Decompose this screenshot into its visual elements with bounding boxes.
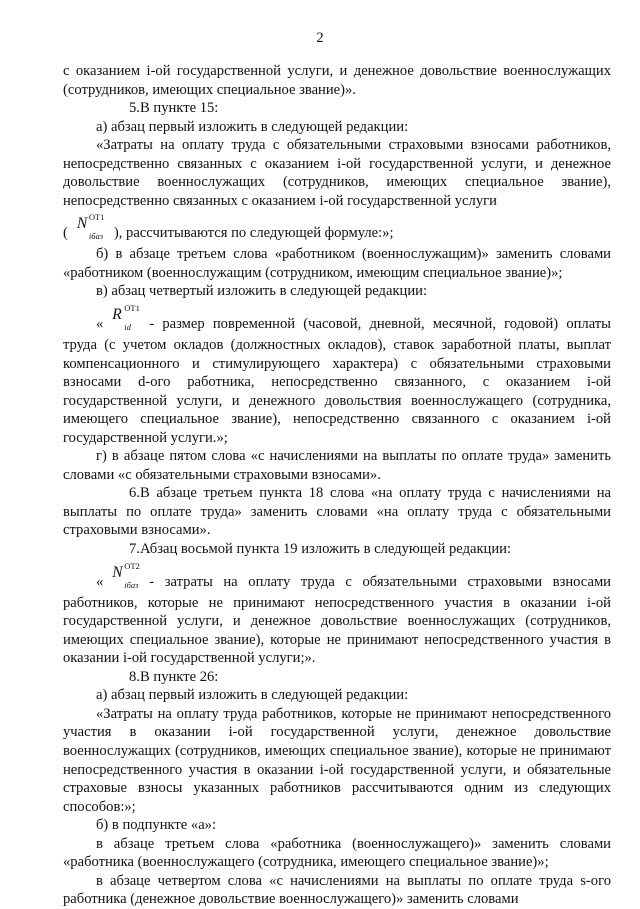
- formula-subscript: iбаз: [124, 579, 139, 590]
- subitem-5a: а) абзац первый изложить в следующей редакции:: [96, 118, 409, 135]
- definition-text: - затраты на оплату труда с обязательными страховыми взносами работников, которые не принимают непосредственного участия в оказании i-ой государственной услуги, и денежное довольствие военнослужащих (сотрудников, имеющих специальное звание), которые не принимают непосредственного участия в оказании i-ой государственной услуги;».: [63, 573, 611, 667]
- subitem-5c: в) абзац четвертый изложить в следующей редакции:: [96, 283, 428, 300]
- formula-n-ot1: [68, 212, 114, 245]
- formula-subscript: id: [124, 322, 131, 333]
- subitem-8b: б) в подпункте «а»:: [96, 817, 217, 834]
- item-heading: В пункте 15:: [140, 100, 219, 117]
- formula-superscript: ОТ1: [88, 212, 105, 223]
- item-6: [63, 484, 611, 540]
- open-paren: (: [63, 225, 68, 242]
- formula-tail: ), рассчитываются по следующей формуле:»;: [113, 225, 394, 242]
- quote-5a: «Затраты на оплату труда с обязательными страховыми взносами работников, непосредственно связанных с оказанием i-ой государственной услуги, и денежное довольствие военнослужащих (сотрудников, имеющих специальное звание), непосредственно связанных с оказанием i-ой государственной услуги: [63, 137, 611, 209]
- formula-r-ot1: [103, 303, 149, 336]
- open-quote: «: [96, 316, 104, 333]
- item-8: [63, 668, 611, 687]
- item-text: В абзаце третьем пункта 18 слова «на оплату труда с начислениями на выплаты по оплате труда» заменить словами «на оплату труда с обязательными страховыми взносами».: [63, 485, 611, 539]
- item-heading: В пункте 26:: [140, 668, 219, 685]
- subitem-8b-2: в абзаце четвертом слова «с начислениями на выплаты по оплате труда s-ого работника (денежное довольствие военнослужащего)» заменить словами: [63, 872, 611, 908]
- formula-subscript: iбаз: [88, 231, 104, 242]
- subitem-8a: а) абзац первый изложить в следующей редакции:: [96, 687, 409, 704]
- item-text: Абзац восьмой пункта 19 изложить в следующей редакции:: [140, 541, 512, 558]
- definition-7: [63, 560, 611, 668]
- formula-symbol: R: [112, 306, 122, 324]
- item-7: [63, 540, 611, 559]
- formula-superscript: ОТ1: [124, 303, 140, 314]
- formula-n-ot2: [103, 560, 149, 594]
- formula-superscript: ОТ2: [124, 560, 140, 571]
- item-number: 8.: [129, 668, 140, 685]
- formula-line-5a: [63, 212, 611, 245]
- formula-symbol: N: [76, 215, 88, 233]
- paragraph-continuation: с оказанием i-ой государственной услуги, и денежное довольствие военнослужащих (сотрудников, имеющих специальное звание)».: [63, 63, 611, 98]
- quote-8a: «Затраты на оплату труда работников, которые не принимают непосредственного участия в оказании i-ой государственной услуги, денежное довольствие военнослужащих (сотрудников, имеющих специальное звание), которые не принимают непосредственного участия в оказании i-ой государственной услуги, и обязательные страховые взносы указанных работников рассчитываются одним из следующих способов:»;: [63, 705, 611, 815]
- definition-5c: [63, 303, 611, 447]
- item-number: 7.: [129, 541, 140, 558]
- item-number: 6.: [129, 485, 140, 502]
- item-5: [63, 99, 611, 118]
- subitem-5b: б) в абзаце третьем слова «работником (военнослужащим)» заменить словами «работником (военнослужащим (сотрудником, имеющим специальное звание)»;: [63, 246, 611, 281]
- subitem-5d: г) в абзаце пятом слова «с начислениями на выплаты по оплате труда» заменить словами «с обязательными страховыми взносами».: [63, 448, 611, 483]
- page-number: 2: [316, 30, 324, 46]
- document-body: [63, 62, 611, 909]
- item-number: 5.: [129, 100, 140, 117]
- open-quote: «: [96, 573, 104, 590]
- definition-text: - размер повременной (часовой, дневной, месячной, годовой) оплаты труда (с учетом окладов (должностных окладов), ставок заработной платы, выплат компенсационного и стимулирующего характера) с обязательными страховыми взносами d-ого работника, непосредственно связанного, с оказанием i-ой государственной услуги, и денежного довольствия военнослужащего (сотрудника, имеющего специальное звание), непосредственно связанного с оказанием i-ой государственной услуги.»;: [63, 316, 611, 446]
- formula-symbol: N: [112, 563, 123, 581]
- subitem-8b-1: в абзаце третьем слова «работника (военнослужащего)» заменить словами «работника (военнослужащего (сотрудника, имеющего специальное звание)»;: [63, 835, 611, 871]
